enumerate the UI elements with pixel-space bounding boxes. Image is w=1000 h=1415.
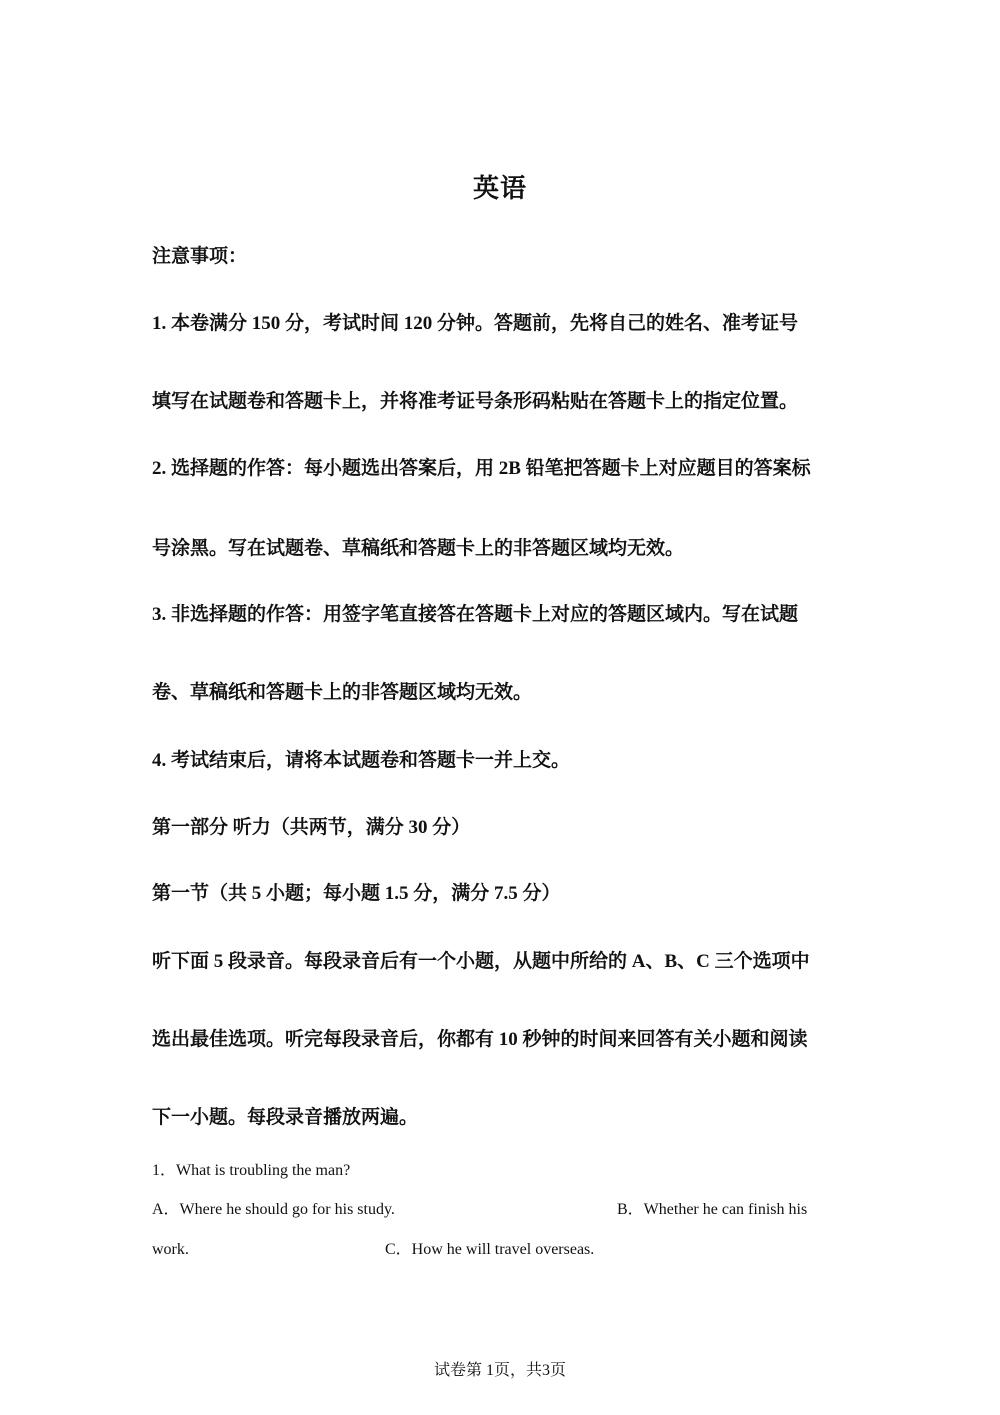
- notice-line-2: 填写在试题卷和答题卡上，并将准考证号条形码粘贴在答题卡上的指定位置。: [152, 391, 799, 412]
- document-title: 英语: [472, 174, 527, 203]
- notice-line-6: 卷、草稿纸和答题卡上的非答题区域均无效。: [152, 682, 533, 703]
- section-heading: 第一节（共 5 小题；每小题 1.5 分，满分 7.5 分）: [152, 883, 561, 904]
- instruction-line-1: 听下面 5 段录音。每段录音后有一个小题，从题中所给的 A、B、C 三个选项中: [152, 951, 810, 972]
- notice-heading: 注意事项：: [152, 246, 248, 267]
- page-footer: 试卷第 1页，共3页: [433, 1362, 566, 1379]
- notice-line-5: 3. 非选择题的作答：用签字笔直接答在答题卡上对应的答题区域内。写在试题: [152, 604, 799, 625]
- question-1-option-c: C．How he will travel overseas.: [385, 1241, 595, 1258]
- question-1-stem: 1．What is troubling the man?: [152, 1162, 351, 1179]
- question-1-option-b-continued: work.: [152, 1241, 189, 1258]
- notice-line-3: 2. 选择题的作答：每小题选出答案后，用 2B 铅笔把答题卡上对应题目的答案标: [152, 458, 811, 479]
- notice-line-1: 1. 本卷满分 150 分，考试时间 120 分钟。答题前，先将自己的姓名、准考证号: [152, 313, 799, 334]
- question-1-option-a: A．Where he should go for his study.: [152, 1201, 395, 1218]
- instruction-line-2: 选出最佳选项。听完每段录音后，你都有 10 秒钟的时间来回答有关小题和阅读: [152, 1029, 808, 1050]
- notice-line-7: 4. 考试结束后，请将本试题卷和答题卡一并上交。: [152, 750, 571, 771]
- notice-line-4: 号涂黑。写在试题卷、草稿纸和答题卡上的非答题区域均无效。: [152, 538, 685, 559]
- question-1-option-b: B．Whether he can finish his: [617, 1201, 808, 1218]
- part-heading: 第一部分 听力（共两节，满分 30 分）: [152, 817, 471, 838]
- instruction-line-3: 下一小题。每段录音播放两遍。: [152, 1107, 419, 1128]
